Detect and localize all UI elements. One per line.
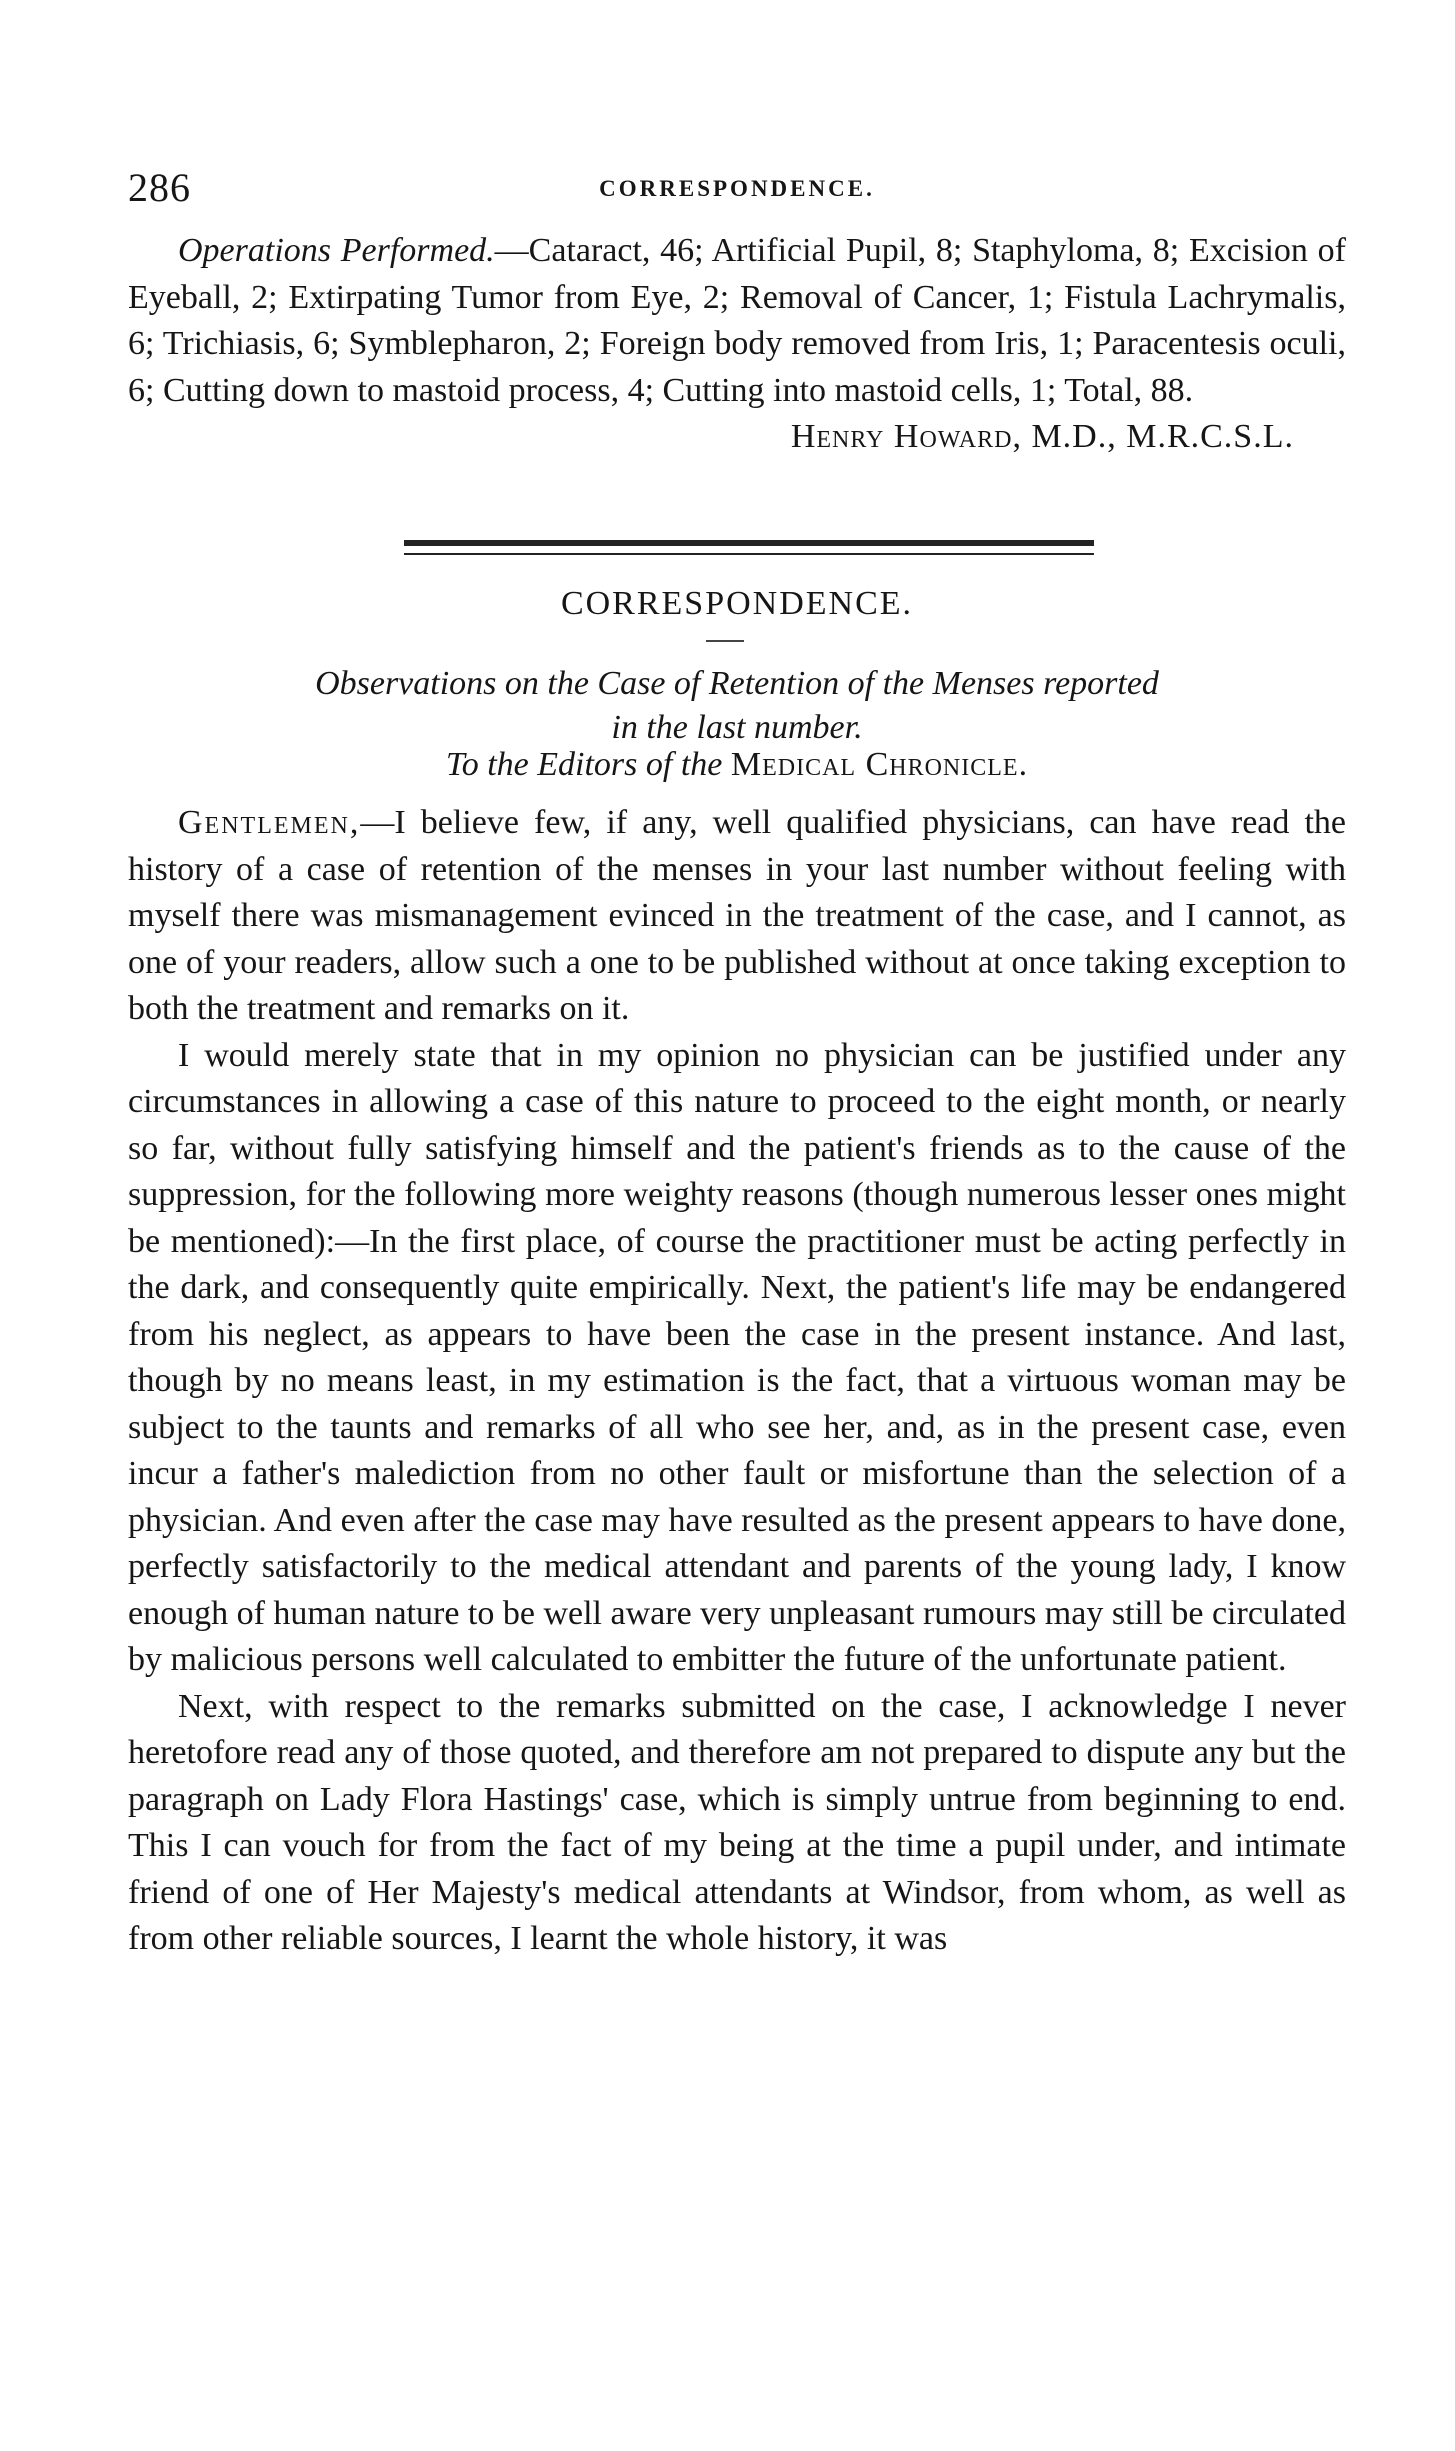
article-subtitle: [128, 662, 1346, 750]
letter-body: [128, 800, 1346, 1963]
salutation: Gentlemen,: [178, 804, 361, 841]
subtitle-line-1: Observations on the Case of Retention of the Menses reported: [315, 665, 1159, 702]
subtitle-line-2: in the last number.: [611, 709, 863, 746]
operations-text: —Cataract, 46; Artificial Pupil, 8; Staphyloma, 8; Excision of Eyeball, 2; Extirpating Tumor from Eye, 2; Removal of Cancer, 1; Fistula Lachrymalis, 6; Trichiasis, 6; Symblepharon, 2; Foreign body removed from Iris, 1; Paracentesis oculi, 6; Cutting down to mastoid process, 4; Cutting into mastoid cells, 1; Total, 88.: [128, 232, 1346, 409]
signature: Henry Howard, M.D., M.R.C.S.L.: [790, 418, 1294, 455]
running-head: CORRESPONDENCE.: [599, 176, 875, 201]
operations-paragraph: [128, 228, 1346, 414]
dedication-prefix: To the Editors of the: [445, 746, 723, 783]
dedication: [128, 746, 1346, 784]
page-number: 286: [128, 165, 191, 210]
letter-paragraph-1: [128, 800, 1346, 1033]
operations-block: [128, 228, 1346, 461]
paragraph-1-text: —I believe few, if any, well qualified physicians, can have read the history of a case of retention of the menses in your last number without feeling with myself there was mismanagement evinced in the treatment of the case, and I cannot, as one of your readers, allow such a one to be published without at once taking exception to both the treatment and remarks on it.: [128, 804, 1346, 1027]
operations-label: Operations Performed.: [178, 232, 495, 269]
double-rule-thin: [404, 553, 1094, 555]
letter-paragraph-2: I would merely state that in my opinion no physician can be justified under any circumstances in allowing a case of this nature to proceed to the eight month, or nearly so far, without fully satisfying himself and the patient's friends as to the cause of the suppression, for the following more weighty reasons (though numerous lesser ones might be mentioned):—In the first place, of course the practitioner must be acting perfectly in the dark, and consequently quite empirically. Next, the patient's life may be endangered from his neglect, as appears to have been the case in the present instance. And last, though by no means least, in my estimation is the fact, that a virtuous woman may be subject to the taunts and remarks of all who see her, and, as in the present case, even incur a father's malediction from no other fault or misfortune than the selection of a physician. And even after the case may have resulted as the present appears to have done, perfectly satisfactorily to the medical attendant and parents of the young lady, I know enough of human nature to be well aware very unpleasant rumours may still be circulated by malicious persons well calculated to embitter the future of the unfortunate patient.: [128, 1036, 1346, 1678]
letter-paragraph-3: Next, with respect to the remarks submitted on the case, I acknowledge I never heretofore read any of those quoted, and therefore am not prepared to dispute any but the paragraph on Lady Flora Hastings' case, which is simply untrue from beginning to end. This I can vouch for from the fact of my being at the time a pupil under, and intimate friend of one of Her Majesty's medical attendants at Windsor, from whom, as well as from other reliable sources, I learnt the whole history, it was: [128, 1687, 1346, 1957]
journal-name: Medical Chronicle.: [730, 746, 1029, 783]
short-divider: [706, 640, 744, 642]
page-header: [128, 164, 1346, 220]
section-title: CORRESPONDENCE.: [560, 585, 914, 622]
double-rule-thick: [404, 540, 1094, 546]
